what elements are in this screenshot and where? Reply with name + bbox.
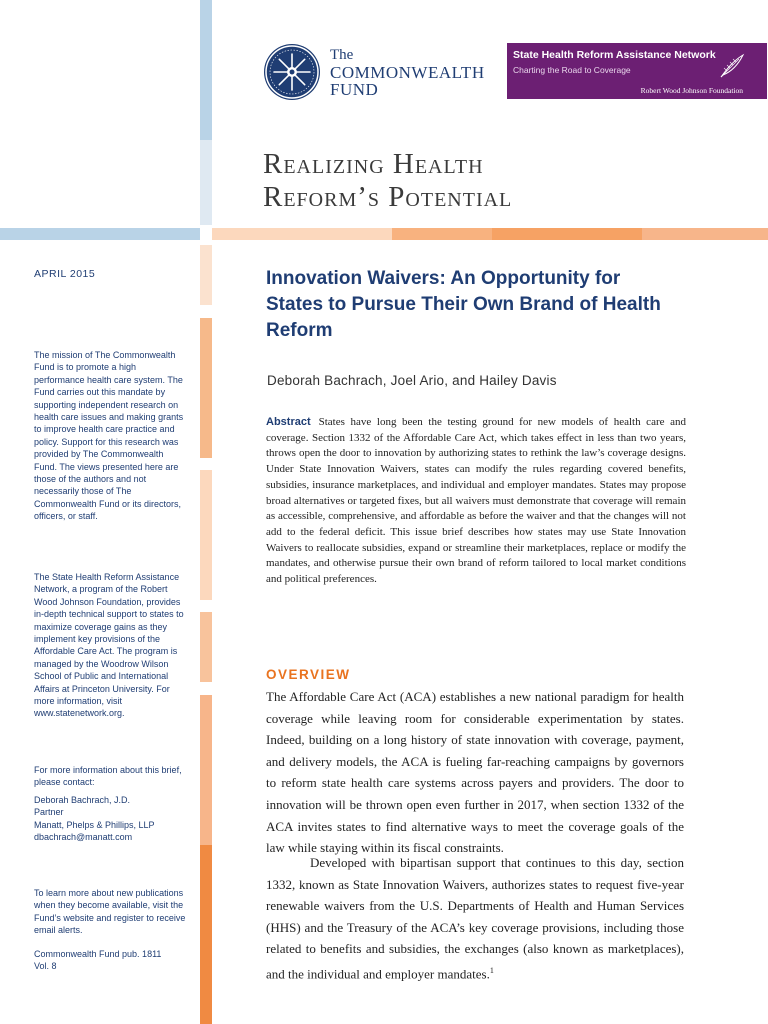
network-foundation: Robert Wood Johnson Foundation bbox=[640, 86, 743, 95]
state-network-banner bbox=[507, 43, 767, 99]
pub-line: Commonwealth Fund pub. 1811 bbox=[34, 949, 162, 959]
overview-paragraph-2-text: Developed with bipartisan support that continues to this day, section 1332, known as State Innovation Waivers, authorizes states to request five-year renewable waivers from the U.S. Departments of Health and Human Services (HHS) and the Treasury of the ACA’s key coverage provisions, including those related to benefits and subsidies, the exchanges (also known as marketplaces), and the individual and employer mandates. bbox=[266, 855, 684, 982]
logo-commonwealth: COMMONWEALTH bbox=[330, 63, 485, 82]
abstract-label: Abstract bbox=[266, 416, 311, 428]
contact-block bbox=[34, 764, 186, 843]
learn-more-text: To learn more about new publications when they become available, visit the Fund’s website and bbox=[34, 888, 184, 923]
logo-fund: FUND bbox=[330, 80, 379, 99]
decorative-horizontal-strip bbox=[492, 228, 642, 240]
document-title: Innovation Waivers: An Opportunity for States to Pursue Their Own Brand of Health Reform bbox=[266, 268, 661, 341]
network-subtitle: Charting the Road to Coverage bbox=[513, 65, 631, 75]
decorative-vertical-strip bbox=[200, 470, 212, 600]
pub-volume: Vol. 8 bbox=[34, 961, 57, 972]
decorative-vertical-strip bbox=[200, 612, 212, 682]
mission-statement: The mission of The Commonwealth Fund is to promote a high performance health care system. The Fund carries out this mandate by supporting independent research on health care issues and making grants to improve health care practice and policy. Support for this research was provided by The Commonwealth Fund. The views presented here are those of the authors and not necessarily those of The Commonwealth Fund or its directors, officers, or staff. bbox=[34, 350, 184, 522]
commonwealth-fund-logo bbox=[330, 48, 485, 98]
series-title-line: Realizing Health bbox=[263, 148, 484, 180]
feather-icon bbox=[719, 53, 745, 79]
learn-more-end: . bbox=[80, 925, 83, 936]
starburst-seal-icon bbox=[264, 44, 320, 100]
decorative-vertical-strip bbox=[200, 845, 212, 1024]
overview-paragraph-1: The Affordable Care Act (ACA) establishes a new national paradigm for health coverage while leaving room for considerable experimentation by states. Indeed, building on a long history of state innovation with coverage, payment, and delivery models, the ACA is fueling far-reaching campaigns by governors to reform state health care systems across payers and providers. The door to innovation will be thrown open even further in 2017, when section 1332 of the ACA invites states to find alternative ways to meet the coverage goals of the law while staying within its fiscal constraints. bbox=[266, 689, 684, 856]
register-email-alerts-link[interactable]: register to receive email alerts bbox=[34, 912, 186, 936]
decorative-horizontal-strip bbox=[212, 228, 392, 240]
decorative-horizontal-strip bbox=[392, 228, 492, 240]
learn-more bbox=[34, 887, 186, 937]
contact-intro: For more information about this brief, please contact: bbox=[34, 765, 182, 788]
statenetwork-link[interactable]: www.statenetwork.org bbox=[34, 708, 123, 719]
series-title bbox=[263, 148, 512, 214]
abstract-text: States have long been the testing ground for new models of health care and coverage. Section 1332 of the Affordable Care Act, which takes effect in less than two years, throws open the door to innovation by authorizing states to rethink the law’s coverage designs. Under State Innovation Waivers, states can modify the rules regarding covered benefits, subsidies, insurance marketplaces, and individual and employer mandates. States may propose broad alternatives or targeted fixes, but all waivers must demonstrate that coverage will remain as accessible, comprehensive, and affordable as before the waiver and that the changes will not add to the federal deficit. This issue brief describes how states may use State Innovation Waivers to reallocate subsidies, expand or streamline their marketplaces, replace or modify the mandates, and otherwise pursue their own brand of reform tailored to local market conditions and political preferences. bbox=[266, 416, 686, 586]
authors: Deborah Bachrach, Joel Ario, and Hailey Davis bbox=[267, 373, 557, 388]
decorative-horizontal-strip bbox=[642, 228, 768, 240]
overview-heading: OVERVIEW bbox=[266, 667, 351, 682]
overview-paragraph-2 bbox=[266, 852, 684, 985]
network-title: State Health Reform Assistance Network bbox=[513, 49, 716, 61]
contact-title: Partner bbox=[34, 807, 64, 818]
decorative-vertical-strip bbox=[200, 0, 212, 140]
decorative-vertical-strip bbox=[200, 245, 212, 305]
network-description-text: The State Health Reform Assistance Network, a program of the Robert Wood Johnson Foundation, provides in-depth technical support to states to maximize coverage gains as they implement key provisions of the Affordable Care Act. The program is managed by the Woodrow Wilson School of Public and International Affairs at Princeton University. For more information, visit bbox=[34, 572, 184, 707]
contact-name: Deborah Bachrach, J.D. bbox=[34, 794, 131, 805]
series-title-line: Reform’s Potential bbox=[263, 181, 513, 213]
decorative-vertical-strip bbox=[200, 695, 212, 845]
logo-the: The bbox=[330, 47, 354, 63]
decorative-vertical-strip bbox=[200, 318, 212, 458]
publication-date: APRIL 2015 bbox=[34, 268, 96, 280]
contact-org: Manatt, Phelps & Phillips, LLP bbox=[34, 819, 155, 830]
decorative-vertical-strip bbox=[200, 140, 212, 225]
contact-email-link[interactable]: dbachrach@manatt.com bbox=[34, 832, 133, 843]
abstract bbox=[266, 415, 686, 588]
footnote-reference[interactable]: 1 bbox=[489, 965, 494, 975]
decorative-horizontal-strip bbox=[0, 228, 200, 240]
network-description bbox=[34, 571, 186, 720]
network-description-end: . bbox=[122, 708, 125, 719]
publication-number bbox=[34, 948, 186, 973]
